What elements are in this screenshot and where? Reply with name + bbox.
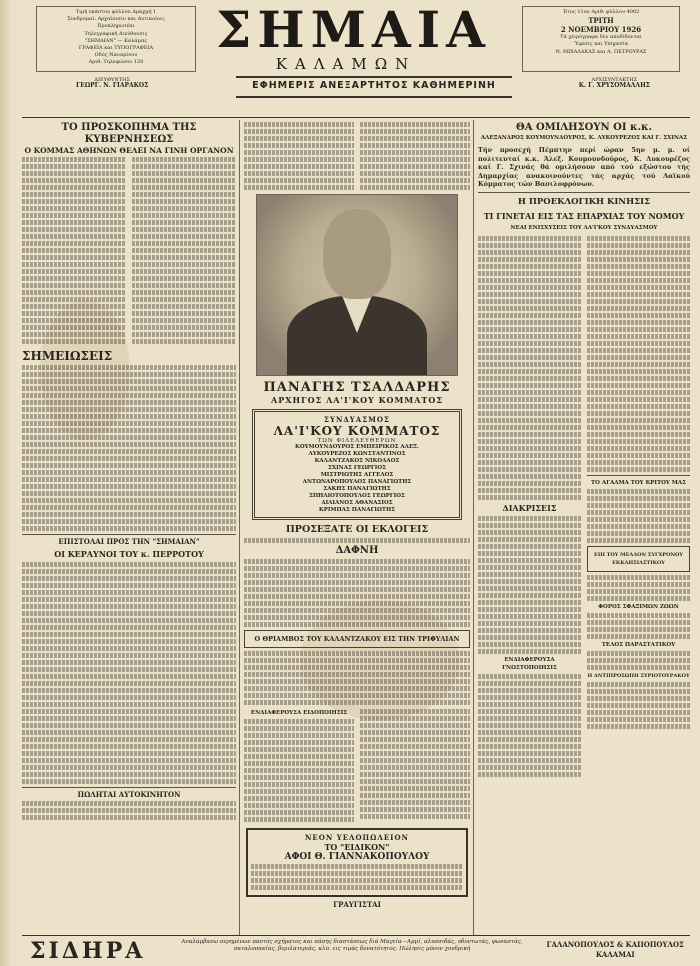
- subhead-government: Ο ΚΟΜΜΑΣ ΑΘΗΝΩΝ ΘΕΛΕΙ ΝΑ ΓΙΝΗ ΟΡΓΑΝΟΝ: [24, 146, 234, 155]
- offices-label: ΓΡΑΦΕΙΑ και ΤΥΠΟΓΡΑΦΕΙΑ: [78, 45, 154, 52]
- slaughter-tax-head: ΦΟΡΟΣ ΣΦΑΞΙΜΩΝ ΖΩΩΝ: [598, 603, 679, 610]
- editor-label: ΑΡΧΙΣΥΝΤΑΚΤΗΣ: [591, 77, 638, 83]
- publishers-line: Ν. ΜΙΧΑΛΑΚΑΣ και Α. ΠΕΤΡΟΥΡΑΣ: [555, 48, 647, 55]
- candidate: ΑΝΤΩΝΑΡΟΠΟΥΛΟΣ ΠΑΝΑΓΙΩΤΗΣ: [302, 479, 412, 485]
- issue-box: [522, 6, 680, 72]
- tagline: ΕΦΗΜΕΡΙΣ ΑΝΕΞΑΡΤΗΤΟΣ ΚΑΘΗΜΕΡΙΝΗ: [236, 76, 512, 98]
- service-line: Ύφεσις και Υπηρεσία: [573, 41, 629, 48]
- portrait-name: ΠΑΝΑΓΗΣ ΤΣΑΛΔΑΡΗΣ: [263, 380, 451, 395]
- footer-firm-city: ΚΑΛΑΜΑΙ: [595, 950, 635, 959]
- section-notes: ΣΗΜΕΙΩΣΕΙΣ: [22, 349, 113, 363]
- phone-line: Αριθ. Τηλεφώνου 128: [88, 59, 144, 66]
- sub-band: [36, 76, 680, 96]
- triumph-head: Ο ΘΡΙΑΜΒΟΣ ΤΟΥ ΚΑΛΑΝΤΖΑΚΟΥ ΕΙΣ ΤΗΝ ΤΡΙΦΥΛΙΑΝ: [254, 635, 460, 643]
- center-bottom: [244, 707, 470, 824]
- candidate: ΣΧΙΝΑΣ ΓΕΩΡΓΙΟΣ: [327, 465, 387, 471]
- speakers-lead: Τήν προσεχή Πέμπτην περί ώραν 5ην μ. μ. οί πολιτευταί κ.κ. Άλεξ. Κουμουνδούρος, Κ. Λυκουρέζος καί Γ. Σχινάς θά ομιλήσουν από τού εξώστου τής Δημαρχίας ανακοινούντες τάς αρχάς τού Λαϊκού Κόμματος τών Βασιλοφρόνων.: [478, 146, 690, 188]
- column-right: [478, 120, 690, 936]
- daphne-head: ΔΑΦΝΗ: [335, 545, 379, 556]
- director-label: ΔΙΕΥΘΥΝΤΗΣ: [94, 77, 130, 83]
- candidate: ΣΠΗΛΙΟΤΟΠΟΥΛΟΣ ΓΕΩΡΓΙΟΣ: [309, 493, 405, 499]
- notice-head: ΕΝΔΙΑΦΕΡΟΥΣΑ ΕΙΔΟΠΟΙΗΣΙΣ: [250, 710, 348, 716]
- ad-top: ΝΕΟΝ ΥΕΛΟΠΩΛΕΙΟΝ: [305, 833, 409, 842]
- director-block: [76, 77, 148, 89]
- ad-mid: ΤΟ "ΕΙΔΙΚΟΝ": [324, 842, 390, 852]
- logo-main: ΣΗΜΑΙΑ: [216, 0, 491, 59]
- paper-edge: [0, 0, 12, 966]
- director-name: ΓΕΩΡΓ. Ν. ΓΙΑΡΑΚΟΣ: [76, 82, 149, 89]
- triumph-box: [244, 630, 470, 648]
- letters-body: [22, 562, 236, 784]
- letters-head: ΕΠΙΣΤΟΛΑΙ ΠΡΟΣ ΤΗΝ "ΣΗΜΑΙΑΝ": [58, 537, 200, 546]
- coalition-main: ΛΑ'Ι'ΚΟΥ ΚΟΜΜΑΤΟΣ: [273, 424, 441, 438]
- manuscripts-note: Τά χειρόγραφα δεν αποδίδονται: [560, 34, 642, 41]
- column-center: [244, 120, 470, 936]
- portrait-tsaldaris: [256, 194, 458, 376]
- notes-body: [22, 365, 236, 531]
- car-sale-head: ΠΩΛΗΤΑΙ ΑΥΤΟΚΙΝΗΤΟΝ: [77, 790, 181, 799]
- church-head: ΕΠΙ ΤΟΥ ΜΕΛΛΟΝ ΣΥΓΧΡΟΝΟΥ ΕΚΚΛΗΣΙΑΣΤΙΚΟΥ: [594, 551, 683, 566]
- center-top: [244, 120, 470, 192]
- newspaper-logo: [216, 0, 491, 73]
- coalition-sub: ΤΩΝ ΦΙΛΕΛΕΥΘΕΡΩΝ: [317, 438, 397, 444]
- footer-firm-name: ΓΑΛΑΝΟΠΟΥΛΟΣ & ΚΑΙΙΟΠΟΥΛΟΣ: [546, 940, 684, 949]
- speakers-names: ΑΛΕΞΑΝΔΡΟΣ ΚΟΥΜΟΥΝΔΟΥΡΟΣ, Κ. ΛΥΚΟΥΡΕΖΟΣ ΚΑΙ Γ. ΣΧΙΝΑΣ: [480, 135, 688, 141]
- coalition-box: [252, 409, 462, 520]
- candidate: ΚΟΥΜΟΥΝΔΟΥΡΟΣ ΕΜΠΕΙΡΙΚΟΣ ΑΛΕΞ.: [295, 444, 419, 450]
- editor-block: [579, 77, 650, 89]
- issue-date: 2 ΝΟΕΜΒΡΙΟΥ 1926: [560, 25, 642, 35]
- column-rule: [473, 120, 474, 936]
- article-body: [22, 155, 236, 346]
- ad-name: ΑΦΟΙ Θ. ΓΙΑΝΝΑΚΟΠΟΥΛΟΥ: [284, 852, 430, 862]
- glassware-ad: [246, 828, 468, 897]
- headline-government: ΤΟ ΠΡΟΣΚΟΠΗΜΑ ΤΗΣ ΚΥΒΕΡΝΗΣΕΩΣ: [61, 122, 197, 145]
- candidate: ΣΑΚΗΣ ΠΑΝΑΓΙΩΤΗΣ: [323, 486, 391, 492]
- coalition-top: ΣΥΝΔΥΑΣΜΟΣ: [324, 415, 390, 424]
- footer-ad: [22, 935, 690, 966]
- telegraph-address: "ΣΗΜΑΙΑΝ" — Καλάμας: [84, 37, 148, 44]
- section-campaign-sub: ΤΙ ΓΙΝΕΤΑΙ ΕΙΣ ΤΑΣ ΕΠΑΡΧΙΑΣ ΤΟΥ ΝΟΜΟΥ: [483, 210, 685, 221]
- price-line: Τιμή εκάστου φύλλου Δραχμή 1: [75, 9, 157, 15]
- bottom-label: ΓΡΑΥΓΙΣΤΑΙ: [333, 900, 381, 909]
- editor-name: Κ. Γ. ΧΡΥΣΟΜΑΛΛΗΣ: [578, 82, 650, 89]
- agency-head: Η ΑΝΤΙΠΡΟΣΩΠΗ ΣΥΡΙΟΤΟΥΡΑΚΟΥ: [587, 672, 690, 679]
- section-campaign: Η ΠΡΟΕΚΛΟΓΙΚΗ ΚΙΝΗΣΙΣ: [517, 196, 651, 207]
- candidate: ΜΙΣΤΡΙΩΤΗΣ ΑΓΓΕΛΟΣ: [320, 472, 394, 478]
- section-campaign-sub2: ΝΕΑΙ ΕΝΙΣΧΥΣΕΙΣ ΤΟΥ ΛΑ'Ι'ΚΟΥ ΣΥΝΔΥΑΣΜΟΥ: [510, 224, 658, 231]
- portrait-role: ΑΡΧΗΓΟΣ ΛΑ'Ι'ΚΟΥ ΚΟΜΜΑΤΟΣ: [271, 395, 443, 405]
- campaign-body: [478, 234, 690, 779]
- footer-firm: [547, 940, 684, 960]
- masthead: [6, 0, 686, 98]
- weekday: ΤΡΙΤΗ: [588, 16, 614, 26]
- column-rule: [239, 120, 240, 936]
- logo-sub: ΚΑΛΑΜΩΝ: [275, 55, 417, 73]
- column-left: [22, 120, 236, 936]
- candidate: ΔΙΛΙΑΝΟΣ ΑΘΑΝΑΣΙΟΣ: [321, 500, 393, 506]
- footer-iron: ΣΙΔΗΡΑ: [30, 938, 146, 964]
- masthead-rule: [22, 117, 690, 118]
- subscription-line: Συνδρομαί: Αρχαίοισιν και Δυτικοίοις: [67, 16, 165, 23]
- subhead-perrotos: ΟΙ ΚΕΡΑΥΝΟΙ ΤΟΥ κ. ΠΕΡΡΟΤΟΥ: [54, 549, 204, 559]
- footer-text: Αναλάμβανω σερημένων παντός σχήματος και πάσης διαστάσεως διά Μαγεία—Αμμί, αλυσσιδάς, οδοντωτάς, φωναστάς, παταλοπακίας, βεριλατεριάς, κλπ. εις τιμάς δυνατότητος. Πώλησις μόνον χονδρική: [181, 939, 523, 952]
- fee-head: ΤΕΛΟΣ ΠΑΡΑΣΤΑΤΙΚΟΥ: [601, 641, 676, 648]
- headline-speakers: ΘΑ ΟΜΙΛΗΣΟΥΝ ΟΙ κ.κ.: [516, 122, 652, 133]
- subscription-box: [36, 6, 196, 72]
- prepay-line: Προπληρωτέαι: [97, 23, 135, 30]
- distinctions-head: ΔΙΑΚΡΙΣΕΙΣ: [502, 502, 557, 513]
- candidate: ΚΡΙΜΠΑΣ ΠΑΝΑΓΙΩΤΗΣ: [318, 507, 396, 513]
- telegraph-label: Τηλεγραφική Διεύθυνσις: [84, 30, 148, 37]
- issue-number: Έτος 11ον Αριθ. φύλλου 4002: [562, 9, 640, 15]
- statue-head: ΤΟ ΑΓΑΛΜΑ ΤΟΥ ΚΡΙΤΟΥ ΜΑΣ: [591, 479, 686, 486]
- candidate: ΛΥΚΟΥΡΕΖΟΣ ΚΩΝΣΤΑΝΤΙΝΟΣ: [308, 451, 406, 457]
- street-line: Οδός Ναυαρίνου: [94, 52, 138, 59]
- announcement-head: ΕΝΔΙΑΦΕΡΟΥΣΑ ΓΝΩΣΤΟΠΟΙΗΣΙΣ: [502, 656, 557, 671]
- candidate: ΚΑΛΑΝΤΖΑΚΟΣ ΝΙΚΟΛΑΟΣ: [314, 458, 400, 464]
- elections-head: ΠΡΟΣΕΞΑΤΕ ΟΙ ΕΚΛΟΓΕΙΣ: [285, 524, 429, 535]
- columns: [22, 120, 690, 966]
